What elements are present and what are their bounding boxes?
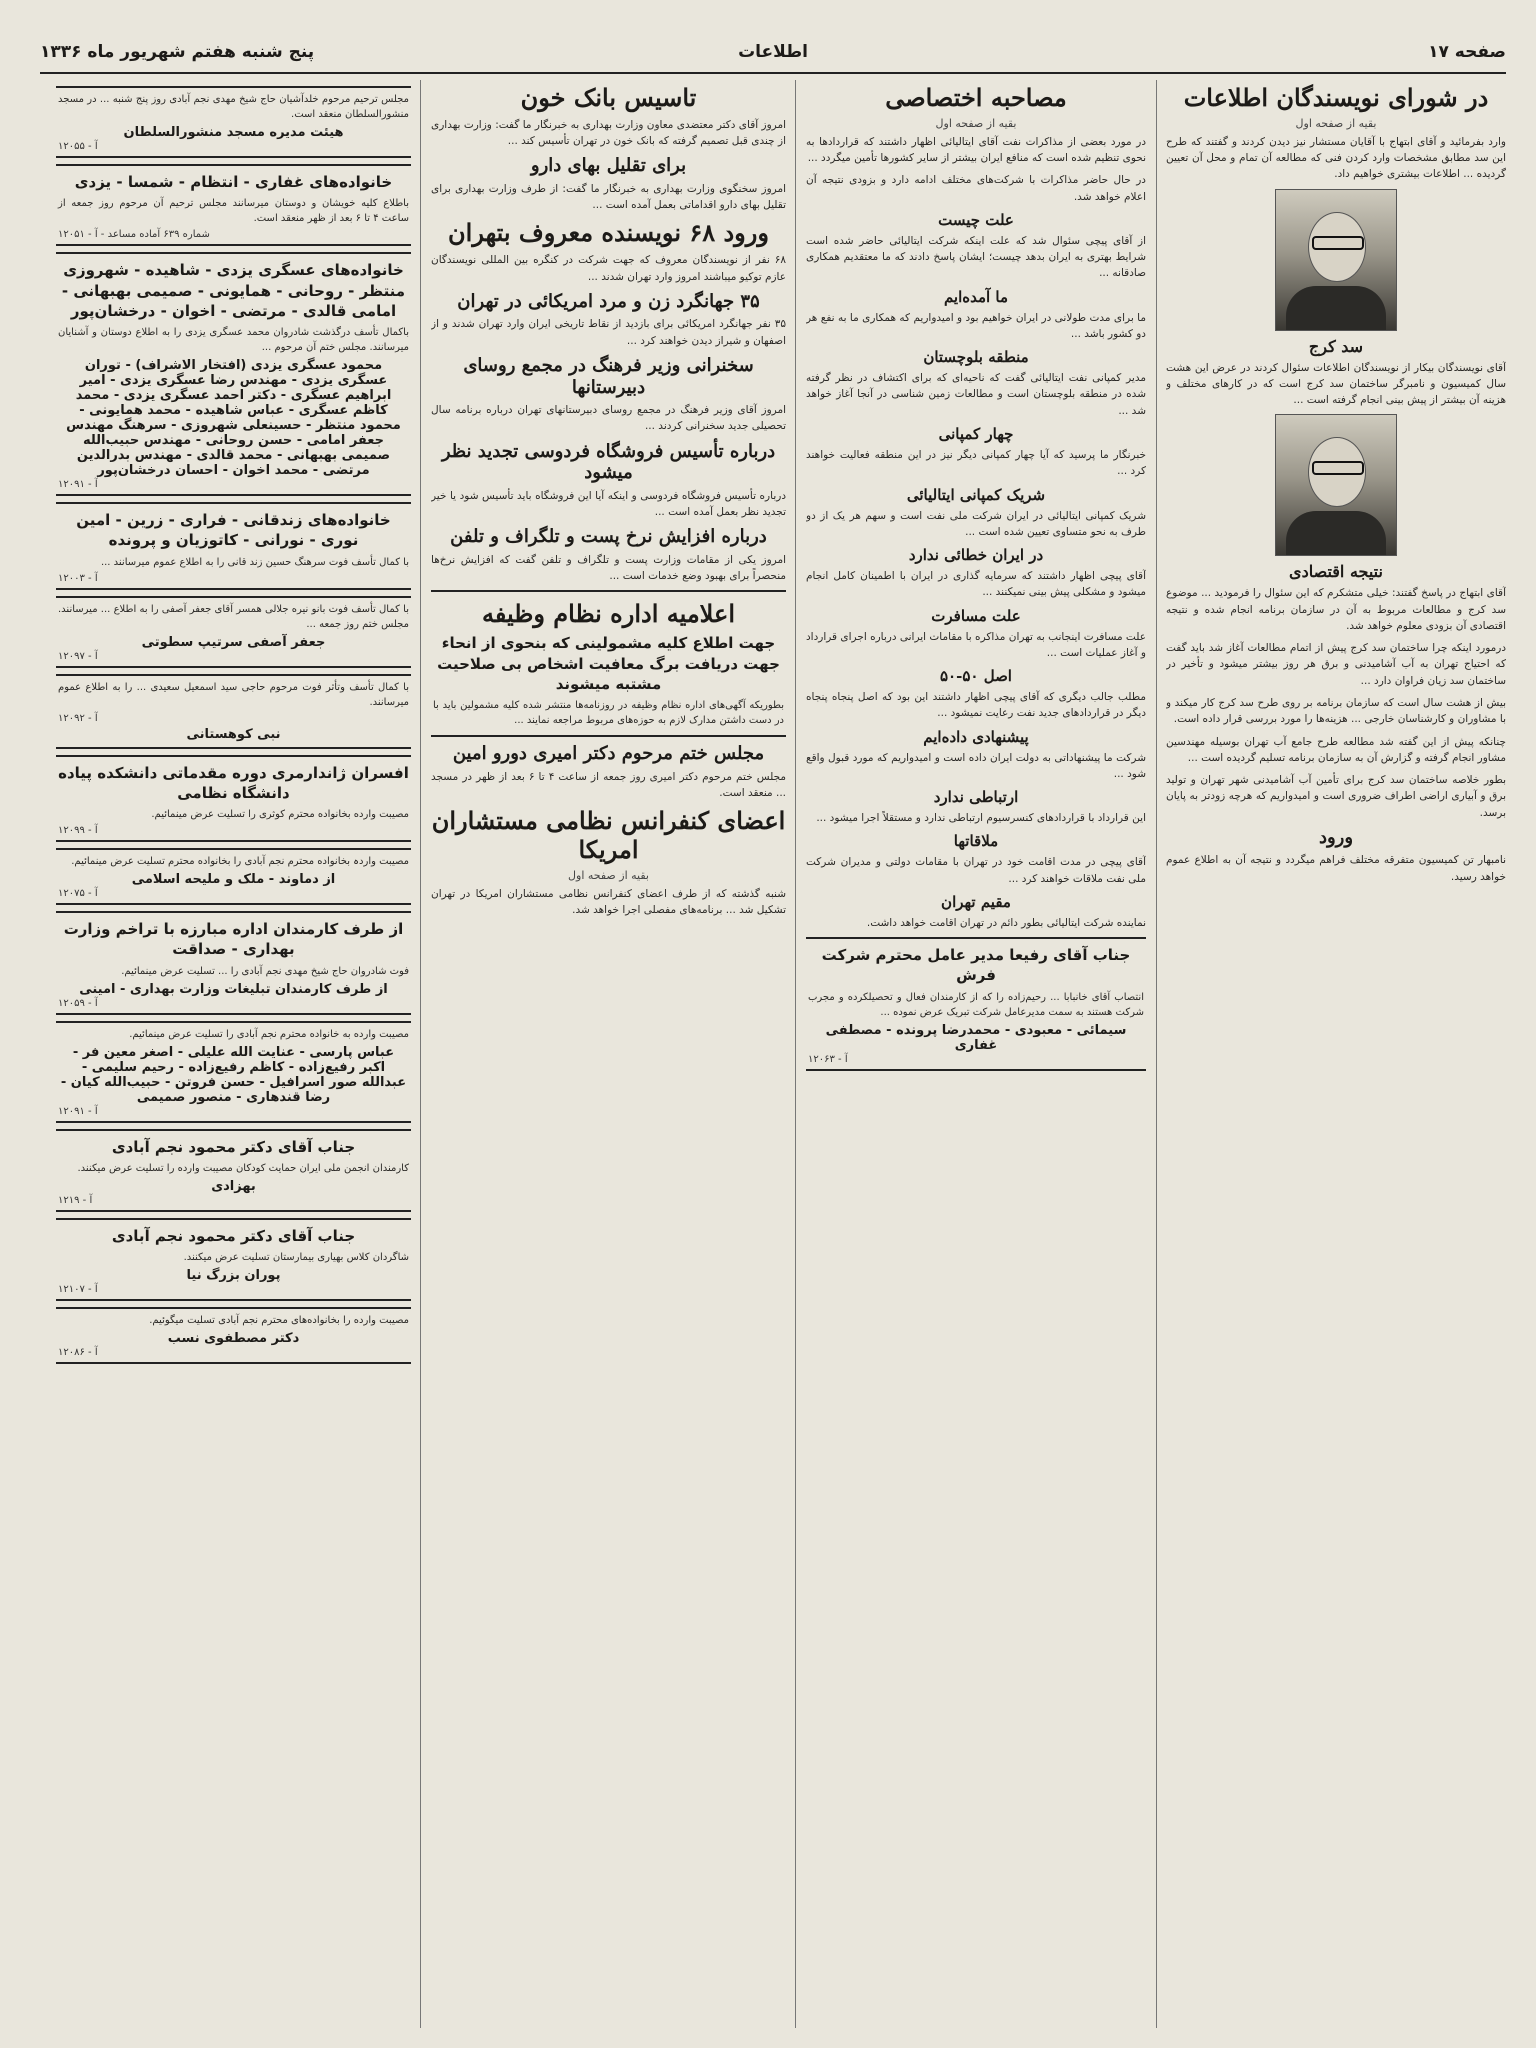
notice-code: آ - ۱۲۰۶۳ — [808, 1053, 848, 1065]
obituary-notice — [56, 596, 411, 668]
continued-note: بقیه از صفحه اول — [568, 868, 649, 882]
notice-signatories: هیئت مدیره مسجد منشورالسلطان — [123, 125, 344, 140]
section-heading: علت مسافرت — [931, 606, 1021, 625]
continued-note: بقیه از صفحه اول — [935, 116, 1017, 130]
condolence-notice — [56, 1129, 411, 1212]
continued-note: بقیه از صفحه اول — [1295, 116, 1377, 130]
article-headline: سخنرانی وزیر فرهنگ در مجمع روسای دبیرستانها — [463, 354, 754, 398]
notice-heading: خانواده‌های عسگری یزدی - شاهیده - شهروزی منتظر - روحانی - همایونی - صمیمی بهبهانی - امامی قالدی - مرتضی - اخوان - درخشان‌پور — [61, 261, 406, 320]
column-exclusive-interview — [806, 80, 1146, 2028]
notice-heading: خانواده‌های زندقانی - فراری - زرین - امین نوری - نورانی - کاتوزیان و پرونده — [76, 511, 391, 550]
paper-name: اطلاعات — [738, 42, 808, 62]
notice-body: باکمال تأسف درگذشت شادروان محمد عسگری یزدی را به اطلاع دوستان و آشنایان میرسانند. مجلس ختم آن مرحوم ... — [58, 327, 409, 353]
notice-signatories: عباس پارسی - عنایت الله علیلی - اصغر معین فر - اکبر رفیع‌زاده - کاظم رفیع‌زاده - رحیم سلیمی - عبدالله صور اسرافیل - حسن فروتن - حبیب‌الله کیان - رضا قندهاری - منصور صمیمی — [60, 1044, 407, 1105]
article-paragraph: در مورد بعضی از مذاکرات نفت آقای ایتالیائی اظهار داشتند که قراردادها به نحوی تنظیم شده است که منافع ایران بیشتر از سایر کشورها تأمین میگردد ... — [806, 135, 1146, 165]
article-paragraph: ۳۵ نفر جهانگرد امریکائی برای بازدید از نقاط تاریخی ایران وارد تهران شدند و از اصفهان و شیراز دیدن خواهند کرد ... — [431, 318, 786, 347]
notice-signatories: سیمائی - معبودی - محمدرضا پرونده - مصطفی غفاری — [825, 1022, 1127, 1053]
notice-heading: جهت اطلاع کلیه مشمولینی که بنحوی از انحاء جهت دریافت برگ معافیت اشخاص بی صلاحیت مشتبه میشوند — [437, 634, 780, 693]
article-headline: در شورای نویسندگان اطلاعات — [1183, 83, 1489, 112]
notice-signatories: نبی کوهستانی — [186, 726, 281, 742]
section-heading: ما آمده‌ایم — [943, 287, 1009, 306]
article-paragraph: از آقای پیچی سئوال شد که علت اینکه شرکت ایتالیائی حاضر شده است شرایط بهتری به ایران بدهد چیست؛ ایشان پاسخ دادند که ما معتقدیم همکاری صادقانه ... — [806, 234, 1146, 280]
notice-body: با کمال تأسف وتأثر فوت مرحوم حاجی سید اسمعیل سعیدی ... را به اطلاع عموم میرسانند. — [58, 681, 409, 708]
article-headline: ۳۵ جهانگرد زن و مرد امریکائی در تهران — [457, 290, 760, 312]
article-paragraph: ۶۸ نفر از نویسندگان معروف که جهت شرکت در کنگره بین المللی نویسندگان عازم توکیو میباشند امروز وارد تهران شدند ... — [431, 254, 786, 283]
condolence-notice — [56, 848, 411, 905]
obituary-notice — [56, 674, 411, 749]
column-blood-bank — [431, 80, 786, 2028]
notice-body: مصیبت واردہ بخانواده محترم نجم آبادی را بخانواده محترم تسلیت عرض مینمائیم. — [71, 856, 409, 867]
section-heading: شریک کمپانی ایتالیائی — [906, 485, 1046, 504]
article-paragraph: چنانکه پیش از این گفته شد مطالعه طرح جامع آب تهران بوسیله مهندسین مشاور انجام گرفته و گزارش آن به سازمان برنامه تسلیم گردیده است ... — [1166, 735, 1506, 764]
article-paragraph: نماینده شرکت ایتالیائی بطور دائم در تهران اقامت خواهد داشت. — [866, 916, 1146, 929]
article-paragraph: مطلب جالب دیگری که آقای پیچی اظهار داشتند این بود که اصل پنجاه پنجاه دیگر در قراردادهای جدید نفت رعایت نمیشود ... — [806, 691, 1146, 720]
article-paragraph: امروز آقای وزیر فرهنگ در مجمع روسای دبیرستانهای تهران درباره برنامه سال تحصیلی جدید سخنرانی کردند ... — [431, 404, 786, 433]
column-writers-council — [1166, 80, 1506, 2028]
article-paragraph: مجلس ختم مرحوم دکتر امیری روز جمعه از ساعت ۴ تا ۶ بعد از ظهر در مسجد ... منعقد است. — [431, 770, 786, 799]
article-headline: تاسیس بانک خون — [520, 83, 697, 112]
notice-signatories: دکتر مصطفوی نسب — [167, 1331, 300, 1346]
column-rule — [1156, 80, 1157, 2028]
conscription-notice — [431, 590, 786, 737]
notice-heading: خانواده‌های غفاری - انتظام - شمسا - یزدی — [74, 173, 393, 191]
notice-code: آ - ۱۲۰۹۷ — [58, 650, 98, 662]
article-paragraph: امروز یکی از مقامات وزارت پست و تلگراف و تلفن گفت که افزایش نرخ‌ها منحصراً برای بهبود وضع خدمات است ... — [431, 553, 786, 583]
article-paragraph: امروز سخنگوی وزارت بهداری به خبرنگار ما گفت: از طرف وزارت بهداری برای تقلیل بهای دارو اقداماتی بعمل آمده است ... — [431, 182, 786, 212]
notice-code: آ - ۱۲۰۵۹ — [58, 997, 98, 1009]
notice-heading: جناب آقای رفیعا مدیر عامل محترم شرکت فرش — [821, 946, 1131, 985]
article-paragraph: بیش از هشت سال است که سازمان برنامه بر روی طرح سد کرج کار میکند و با مشاوران و کارشناسان خارجی ... هزینه‌ها را مورد بررسی قرار داده است. — [1166, 696, 1506, 726]
article-paragraph: در حال حاضر مذاکرات با شرکت‌های مختلف ادامه دارد و بزودی نتیجه آن اعلام خواهد شد. — [806, 174, 1146, 203]
article-paragraph: آقای نویسندگان بیکار از نویسندگان اطلاعات سئوال کردند در عرض این هشت سال کمیسیون و نامبرگر ساختمان سد کرج است که در کارهای مختلف و هزینه آن بیشتر از پیش بینی انجام گرفته است ... — [1166, 361, 1506, 407]
notice-signatories: جعفر آصفی سرتیپ سطوتی — [141, 634, 326, 650]
notice-signatories: از طرف کارمندان تبلیغات وزارت بهداری - امینی — [79, 981, 388, 997]
notice-body: با کمال تأسف فوت بانو نیره جلالی همسر آقای جعفر آصفی را به اطلاع ... میرسانند. مجلس ختم روز جمعه ... — [58, 603, 409, 630]
portrait-glasses — [1312, 236, 1364, 250]
portrait-photo — [1275, 189, 1397, 331]
article-paragraph: شرکت ما پیشنهاداتی به دولت ایران داده است و امیدواریم که مورد قبول واقع شود ... — [806, 751, 1146, 780]
article-paragraph: آقای ابتهاج در پاسخ گفتند: خیلی متشکرم که این سئوال را فرمودید ... موضوع سد کرج و مطالعات مربوط به آن در سازمان برنامه انجام شده و نتیجه اقتصادی آن بزودی معلوم خواهد شد. — [1166, 587, 1506, 632]
notice-heading: از طرف کارمندان اداره مبارزه با تراخم وزارت بهداری - صداقت — [63, 920, 404, 959]
notice-code: آ - ۱۲۰۵۵ — [58, 141, 98, 152]
obituary-notice — [56, 164, 411, 246]
notice-body: باطلاع کلیه خویشان و دوستان میرسانند مجلس ترحیم آن مرحوم روز جمعه از ساعت ۴ تا ۶ بعد از ظهر منعقد است. — [58, 198, 409, 225]
notice-code: آ - ۱۲۰۰۳ — [58, 572, 98, 584]
notice-body: کارمندان انجمن ملی ایران حمایت کودکان مصیبت وارده را تسلیت عرض میکنند. — [77, 1162, 409, 1174]
notice-body: بطوریکه آگهی‌های اداره نظام وظیفه در روزنامه‌ها منتشر شده کلیه مشمولین باید با در دست داشتن مدارک لازم به حوزه‌های مربوط مراجعه نمایند ... — [433, 700, 784, 727]
condolence-notice — [56, 755, 411, 843]
article-paragraph: علت مسافرت اینجانب به تهران مذاکره با مقامات ایرانی درباره اجرای قرارداد و آغاز عملیات است ... — [806, 630, 1146, 659]
article-paragraph: امروز آقای دکتر معتضدی معاون وزارت بهداری به خبرنگار ما گفت: وزارت بهداری از چندی قبل تصمیم گرفته که بانک خون در تهران تأسیس کند ... — [431, 118, 786, 148]
notice-code: آ - ۱۲۰۸۶ — [58, 1347, 98, 1358]
section-heading: اصل ۵۰-۵۰ — [940, 667, 1012, 686]
entry-heading: ورود — [1318, 826, 1354, 848]
article-headline: ورود ۶۸ نویسنده معروف بتهران — [448, 218, 769, 248]
section-heading: در ایران خطائی ندارد — [908, 546, 1044, 565]
article-paragraph: وارد بفرمائید و آقای ابتهاج با آقایان مستشار نیز دیدن کردند و گفتند که طرح این سد مطابق مشخصات وارد کردن فنی که مطالعه آن تمام و محل آن تعیین گردیده ... اطلاعات بیشتری خواهیم داد. — [1166, 135, 1506, 181]
article-paragraph: بطور خلاصه ساختمان سد کرج برای تأمین آب آشامیدنی شهر تهران و تولید برق و آبیاری اراضی اطراف ضروری است و امیدواریم که هرچه زودتر به پایان برسد. — [1166, 774, 1506, 819]
column-notices — [56, 80, 411, 2028]
column-rule — [795, 80, 796, 2028]
notice-heading: افسران ژاندارمری دوره مقدماتی دانشکده پیاده دانشگاه نظامی — [58, 763, 409, 802]
article-paragraph: درمورد اینکه چرا ساختمان سد کرج پیش از اتمام مطالعات آغاز شد باید گفت که احتیاج تهران به آب آشامیدنی و برق هر روز بیشتر میشود و تأخیر در ساختمان سد زیان فراوان دارد ... — [1166, 642, 1506, 687]
notice-body: مصیبت وارده بخانواده محترم کوثری را تسلیت عرض مینمائیم. — [151, 809, 409, 820]
article-paragraph: نامبهار تن کمیسیون متفرقه مختلف فراهم میگردد و نتیجه آن به اطلاع عموم خواهد رسید. — [1166, 854, 1506, 883]
article-paragraph: ما برای مدت طولانی در ایران خواهیم بود و امیدواریم که همکاری ما به نفع هر دو کشور باشد ... — [806, 311, 1146, 340]
issue-date: پنج شنبه هفتم شهریور ماه ۱۳۳۶ — [40, 42, 315, 62]
article-paragraph: شریک کمپانی ایتالیائی در ایران شرکت ملی نفت است و سهم هر یک از دو طرف به نحو متساوی تعیین شده است ... — [806, 509, 1146, 538]
section-heading: ارتباطی ندارد — [933, 788, 1019, 807]
notice-body: انتصاب آقای خانبابا ... رحیم‌زاده را که از کارمندان فعال و تحصیلکرده و مجرب شرکت هستند به سمت مدیرعامل شرکت تبریک عرض نموده ... — [808, 991, 1144, 1018]
notice-code: آ - ۱۲۰۹۱ — [58, 1105, 98, 1117]
notice-signatories: بهزادی — [211, 1178, 256, 1194]
notice-body: با کمال تأسف فوت سرهنگ حسین زند قانی را به اطلاع عموم میرسانند ... — [100, 556, 409, 568]
notice-body: شاگردان کلاس بهیاری بیمارستان تسلیت عرض میکنند. — [183, 1252, 409, 1263]
condolence-notice — [56, 1307, 411, 1364]
notice-code: آ - ۱۲۰۹۱ — [58, 479, 98, 490]
notice-heading: جناب آقای دکتر محمود نجم آبادی — [111, 1137, 356, 1156]
article-paragraph: مدیر کمپانی نفت ایتالیائی گفت که ناحیه‌ای که برای اکتشاف در نظر گرفته شده در منطقه بلوچستان است و مطالعات زمین شناسی در آنجا آغاز خواهد شد ... — [806, 372, 1146, 417]
notice-signatories: پوران بزرگ نیا — [186, 1268, 281, 1283]
condolence-notice — [56, 1021, 411, 1123]
notice-body: مصیبت وارده به خانواده محترم نجم آبادی را تسلیت عرض مینمائیم. — [129, 1028, 409, 1040]
article-paragraph: این قرارداد با قراردادهای کنسرسیوم ارتباطی ندارد و مستقلاً اجرا میشود ... — [816, 812, 1146, 825]
obituary-notice — [56, 502, 411, 590]
notice-heading: جناب آقای دکتر محمود نجم آبادی — [111, 1226, 356, 1245]
article-paragraph: شنبه گذشته که از طرف اعضای کنفرانس نظامی مستشاران امریکا در تهران تشکیل شد ... برنامه‌های مفصلی اجرا خواهد شد. — [431, 887, 786, 916]
notice-signatories: از دماوند - ملک و ملیحه اسلامی — [131, 872, 336, 887]
section-heading: مقیم تهران — [941, 892, 1011, 911]
article-headline: مجلس ختم مرحوم دکتر امیری دورو امین — [452, 743, 765, 765]
notice-signatories: محمود عسگری یزدی (افتخار الاشراف) - توران عسگری یزدی - مهندس رضا عسگری یزدی - امیر ابراهیم عسگری - دکتر احمد عسگری یزدی - محمد کاظم عسگری - عباس شاهیده - محمد همایونی - محمود منتظر - حسینعلی شهروزی - سرهنگ مهندس جعفر امامی - حسن روحانی - مهندس حبیب‌الله صمیمی بهبهانی - محمد قالدی - مهندس بدرالدین مرتضی - محمد اخوان - احسان درخشان‌پور — [66, 358, 401, 478]
newspaper-page — [10, 8, 1526, 2038]
article-headline: اعضای کنفرانس نظامی مستشاران امریکا — [431, 806, 786, 864]
article-paragraph: درباره تأسیس فروشگاه فردوسی و اینکه آیا این فروشگاه باید تأسیس شود یا خیر تجدید نظر بعمل آمده است ... — [431, 489, 786, 519]
condolence-notice — [56, 911, 411, 1015]
notice-code: شماره ۶۳۹ آماده مساعد - آ - ۱۲۰۵۱ — [58, 229, 210, 241]
article-paragraph: آقای پیچی اظهار داشتند که سرمایه گذاری در ایران با اطمینان کامل انجام میشود و مشکلی پیش بینی نمیکنند ... — [806, 570, 1146, 599]
page-number: صفحه ۱۷ — [1428, 42, 1506, 62]
notice-body: مجلس ترحیم مرحوم خلدآشیان حاج شیخ مهدی نجم آبادی روز پنج شنبه ... در مسجد منشورالسلطان منعقد است. — [58, 94, 409, 120]
section-heading: ملاقاتها — [953, 832, 999, 851]
section-heading: نتیجه اقتصادی — [1289, 562, 1383, 582]
notice-body: مصیبت وارده را بخانواده‌های محترم نجم آبادی تسلیت میگوئیم. — [149, 1315, 409, 1326]
condolence-notice — [56, 1218, 411, 1301]
obituary-notice — [56, 252, 411, 496]
article-headline: مصاحبه اختصاصی — [885, 83, 1067, 112]
section-heading: چهار کمپانی — [938, 424, 1014, 443]
article-paragraph: خبرنگار ما پرسید که آیا چهار کمپانی دیگر نیز در این منطقه فعالیت خواهند کرد ... — [806, 448, 1146, 478]
congratulation-notice — [806, 937, 1146, 1071]
article-headline: درباره تأسیس فروشگاه فردوسی تجدید نظر میشود — [441, 440, 776, 484]
obituary-notice — [56, 86, 411, 158]
portrait-glasses — [1312, 461, 1364, 475]
section-heading: پیشنهادی داده‌ایم — [923, 727, 1029, 746]
article-headline: درباره افزایش نرخ پست و تلگراف و تلفن — [450, 526, 767, 548]
notice-body: فوت شادروان حاج شیخ مهدی نجم آبادی را ... تسلیت عرض مینمائیم. — [121, 965, 409, 977]
portrait-suit — [1286, 286, 1386, 330]
notice-code: آ - ۱۲۰۹۹ — [58, 825, 98, 836]
notice-code: آ - ۱۲۱۰۷ — [58, 1284, 98, 1295]
portrait-suit — [1286, 511, 1386, 555]
notice-code: آ - ۱۲۰۷۵ — [58, 888, 98, 899]
section-heading: علت چیست — [938, 210, 1014, 229]
masthead — [40, 38, 1506, 74]
notice-code: آ - ۱۲۰۹۲ — [58, 712, 98, 724]
article-paragraph: آقای پیچی در مدت اقامت خود در تهران با مقامات دولتی و مدیران شرکت ملی نفت ملاقات خواهند کرد ... — [806, 856, 1146, 885]
portrait-photo — [1275, 414, 1397, 556]
article-headline: برای تقلیل بهای دارو — [530, 155, 687, 177]
notice-title: اعلامیه اداره نظام وظیفه — [481, 599, 735, 629]
section-heading: سد کرج — [1308, 336, 1364, 356]
section-heading: منطقه بلوچستان — [923, 348, 1029, 367]
column-rule — [420, 80, 421, 2028]
notice-code: آ - ۱۲۱۹ — [58, 1194, 93, 1206]
